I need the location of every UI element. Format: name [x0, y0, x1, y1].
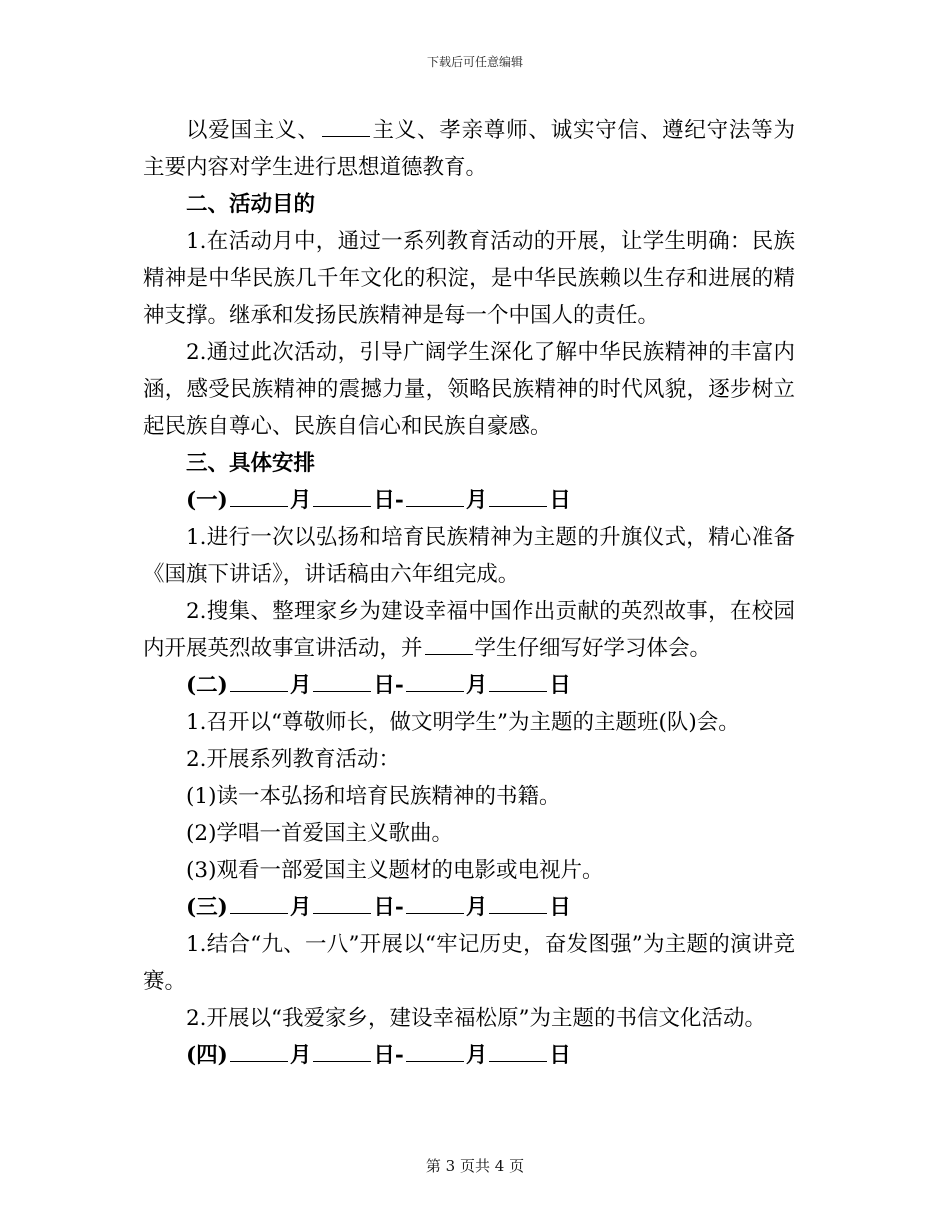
- month-label: 月: [465, 1043, 488, 1068]
- fill-blank: [230, 488, 288, 507]
- sub-item-learn-song: (2)学唱一首爱国主义歌曲。: [186, 821, 453, 846]
- date-dash: -: [394, 673, 404, 698]
- fill-blank: [322, 118, 370, 137]
- month-label: 月: [289, 1043, 312, 1068]
- fill-blank: [230, 895, 288, 914]
- fill-blank: [230, 1043, 288, 1062]
- fill-blank: [406, 673, 464, 692]
- fill-blank: [489, 673, 547, 692]
- day-label: 日: [373, 673, 395, 698]
- day-label: 日: [549, 488, 571, 513]
- month-label: 月: [465, 895, 488, 920]
- hero-stories-text-after: 学生仔细写好学习体会。: [474, 636, 712, 661]
- section-label: (四): [186, 1043, 228, 1068]
- date-range-section-4: [143, 1037, 795, 1074]
- list-item-letter-activity: 2.开展以“我爱家乡，建设幸福松原”为主题的书信文化活动。: [186, 1006, 766, 1031]
- fill-blank: [425, 636, 473, 655]
- list-item-class-meeting: 1.召开以“尊敬师长，做文明学生”为主题的主题班(队)会。: [186, 710, 740, 735]
- date-range-section-1: [143, 482, 795, 519]
- list-item-series-activities: 2.开展系列教育活动：: [186, 747, 401, 772]
- fill-blank: [230, 673, 288, 692]
- hero-stories-text-before: 2.搜集、整理家乡为建设幸福中国作出贡献的英烈故事，在校园内开展英烈故事宣讲活动，并: [143, 599, 795, 661]
- section-label: (三): [186, 895, 228, 920]
- paragraph-content-intro: [143, 112, 795, 186]
- section-label: (一): [186, 488, 228, 513]
- date-dash: -: [394, 1043, 404, 1068]
- intro-text-before: 以爱国主义、: [186, 118, 320, 143]
- fill-blank: [313, 673, 371, 692]
- fill-blank: [489, 895, 547, 914]
- sub-item-watch-film: (3)观看一部爱国主义题材的电影或电视片。: [186, 858, 604, 883]
- fill-blank: [489, 488, 547, 507]
- day-label: 日: [549, 673, 571, 698]
- section-label: (二): [186, 673, 228, 698]
- header-note: 下载后可任意编辑: [426, 55, 523, 69]
- fill-blank: [406, 1043, 464, 1062]
- fill-blank: [313, 488, 371, 507]
- day-label: 日: [373, 895, 395, 920]
- heading-specific-arrangement: 三、具体安排: [186, 451, 316, 476]
- day-label: 日: [373, 488, 395, 513]
- day-label: 日: [373, 1043, 395, 1068]
- fill-blank: [313, 1043, 371, 1062]
- paragraph-purpose-1: 1.在活动月中，通过一系列教育活动的开展，让学生明确：民族精神是中华民族几千年文化的积淀，是中华民族赖以生存和进展的精神支撑。继承和发扬民族精神是每一个中国人的责任。: [143, 229, 795, 328]
- intro-text-after: 主义、孝亲尊师、诚实守信、遵纪守法等为主要内容对学生进行思想道德教育。: [143, 118, 795, 180]
- list-item-speech-contest: 1.结合“九、一八”开展以“牢记历史，奋发图强”为主题的演讲竞赛。: [143, 932, 795, 994]
- heading-activity-purpose: 二、活动目的: [186, 192, 316, 217]
- date-range-section-3: [143, 889, 795, 926]
- month-label: 月: [465, 673, 488, 698]
- document-body: [143, 112, 795, 1074]
- day-label: 日: [549, 1043, 571, 1068]
- month-label: 月: [289, 895, 312, 920]
- date-dash: -: [394, 488, 404, 513]
- fill-blank: [489, 1043, 547, 1062]
- paragraph-purpose-2: 2.通过此次活动，引导广阔学生深化了解中华民族精神的丰富内涵，感受民族精神的震撼力量，领略民族精神的时代风貌，逐步树立起民族自尊心、民族自信心和民族自豪感。: [143, 340, 795, 439]
- fill-blank: [313, 895, 371, 914]
- list-item-hero-stories: [143, 593, 795, 667]
- month-label: 月: [289, 673, 312, 698]
- fill-blank: [406, 895, 464, 914]
- day-label: 日: [549, 895, 571, 920]
- page-number-footer: 第 3 页共 4 页: [425, 1157, 525, 1175]
- date-dash: -: [394, 895, 404, 920]
- list-item-flag-ceremony: 1.进行一次以弘扬和培育民族精神为主题的升旗仪式，精心准备《国旗下讲话》，讲话稿由六年组完成。: [143, 525, 795, 587]
- fill-blank: [406, 488, 464, 507]
- sub-item-read-book: (1)读一本弘扬和培育民族精神的书籍。: [186, 784, 561, 809]
- date-range-section-2: [143, 667, 795, 704]
- month-label: 月: [465, 488, 488, 513]
- month-label: 月: [289, 488, 312, 513]
